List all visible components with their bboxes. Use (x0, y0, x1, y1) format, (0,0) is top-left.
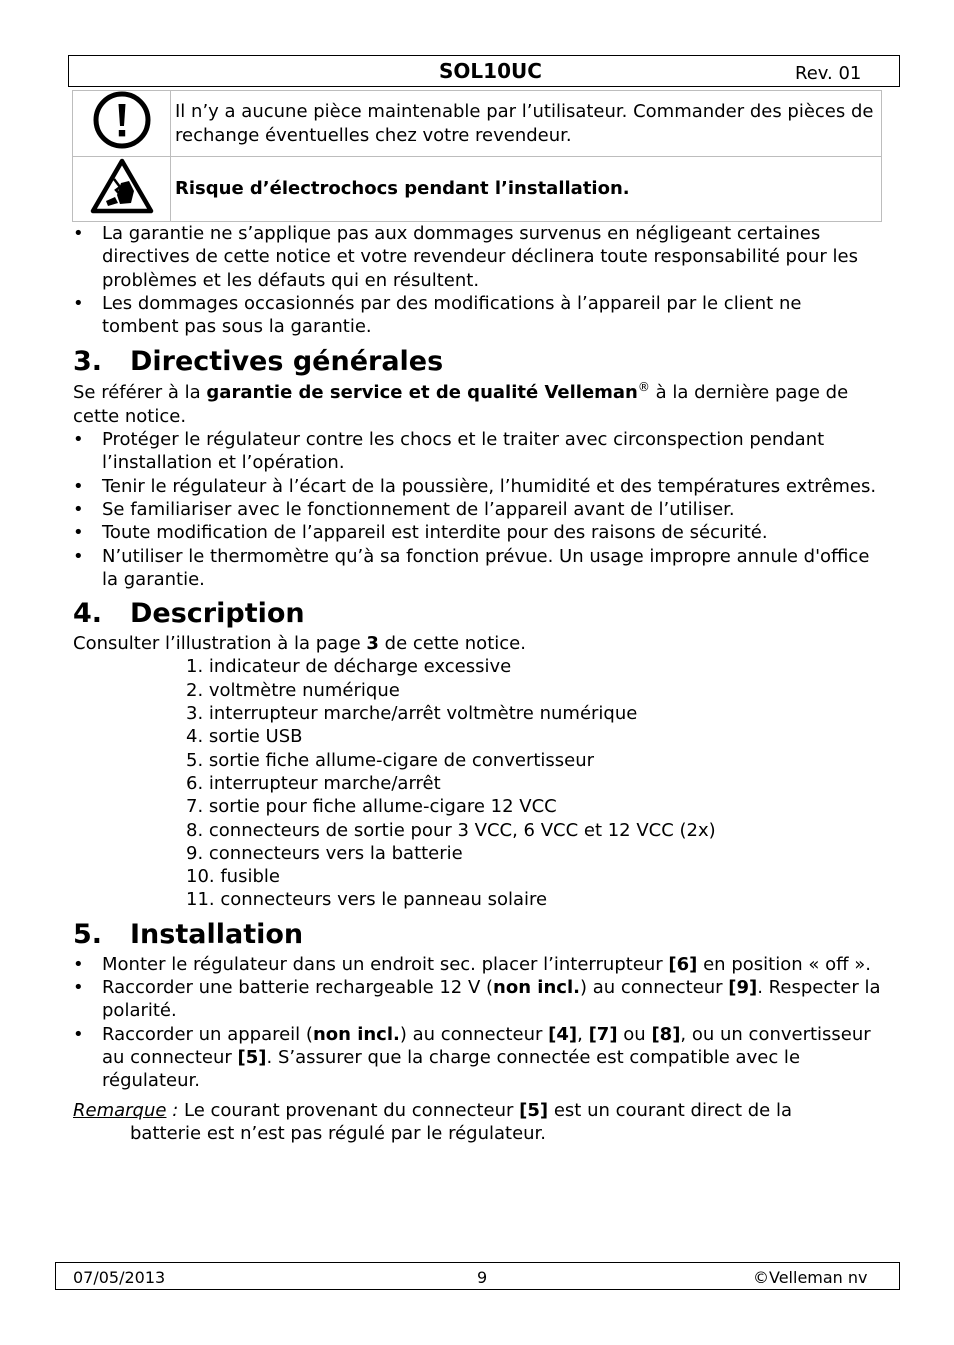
warning-icon-cell (73, 157, 171, 222)
installation-list (73, 953, 883, 1093)
warning-text: Il n’y a aucune pièce maintenable par l’utilisateur. Commander des pièces de rechange éventuelles chez votre revendeur. (171, 91, 882, 157)
note-colon: : (166, 1099, 179, 1121)
list-item: • Toute modification de l’appareil est interdite pour des raisons de sécurité. (73, 521, 883, 544)
warning-icon-cell (73, 91, 171, 157)
text-span: à la dernière page de cette notice. (73, 382, 849, 427)
text-span: Se référer à la (73, 382, 207, 404)
footer-copyright: ©Velleman nv (753, 1268, 868, 1287)
list-item (73, 976, 883, 1023)
connector-ref: [9] (728, 977, 758, 999)
section-heading (73, 346, 883, 378)
text-span: Monter le régulateur dans un endroit sec. placer l’interrupteur (102, 953, 669, 975)
bold-text: garantie de service et de qualité Velleman (206, 382, 638, 404)
list-item (73, 953, 883, 976)
list-item: 8. connecteurs de sortie pour 3 VCC, 6 VCC et 12 VCC (2x) (186, 819, 716, 841)
text-span: , (577, 1023, 589, 1045)
section-number: 4. (73, 598, 103, 630)
section-heading (73, 598, 883, 630)
page-header (68, 55, 900, 87)
list-item: • Protéger le régulateur contre les chocs et le traiter avec circonspection pendant l’installation et l’opération. (73, 428, 883, 475)
text-span: de cette notice. (378, 633, 526, 655)
section-intro (73, 381, 883, 428)
list-item: 5. sortie fiche allume-cigare de convertisseur (186, 749, 595, 771)
warning-row (73, 157, 882, 222)
section-heading (73, 919, 883, 951)
list-item: 4. sortie USB (186, 726, 303, 748)
text-span: , ou un convertisseur au connecteur (102, 1023, 871, 1068)
warning-table (72, 90, 882, 222)
list-item: 11. connecteurs vers le panneau solaire (186, 889, 548, 911)
list-item (73, 1023, 883, 1093)
text-span: Consulter l’illustration à la page (73, 633, 367, 655)
connector-ref: [8] (651, 1023, 681, 1045)
connector-ref: [7] (588, 1023, 618, 1045)
list-item: • La garantie ne s’applique pas aux dommages survenus en négligeant certaines directives de cette notice et votre revendeur déclinera toute responsabilité pour les problèmes et les défauts qui en résultent. (73, 222, 883, 292)
connector-ref: [5] (519, 1099, 549, 1121)
model-name: SOL10UC (439, 59, 542, 83)
guidelines-list (73, 428, 883, 591)
text-span: . S’assurer que la charge connectée est compatible avec le régulateur. (102, 1046, 801, 1092)
section-title: Description (130, 598, 305, 630)
page-content (73, 222, 883, 1145)
list-item: 2. voltmètre numérique (186, 679, 400, 701)
registered-mark: ® (637, 380, 650, 395)
warning-text: Risque d’électrochocs pendant l’installation. (171, 157, 882, 222)
text-span: ) au connecteur (579, 977, 729, 999)
warning-row (73, 91, 882, 157)
page-number: 9 (477, 1268, 488, 1287)
list-item: 6. interrupteur marche/arrêt (186, 772, 441, 794)
text-span: Le courant provenant du connecteur (178, 1099, 520, 1121)
list-item: • Les dommages occasionnés par des modifications à l’appareil par le client ne tombent pas sous la garantie. (73, 292, 883, 339)
connector-ref: [5] (237, 1046, 267, 1068)
list-item: • Se familiariser avec le fonctionnement de l’appareil avant de l’utiliser. (73, 498, 883, 521)
footer-date: 07/05/2013 (73, 1268, 166, 1287)
text-span: ou (617, 1023, 652, 1045)
section-number: 5. (73, 918, 103, 950)
installation-note (73, 1099, 883, 1122)
text-span: Raccorder un appareil ( (102, 1023, 313, 1045)
text-span: ) au connecteur (399, 1023, 549, 1045)
list-item: • Tenir le régulateur à l’écart de la poussière, l’humidité et des températures extrêmes. (73, 475, 883, 498)
list-item: 7. sortie pour fiche allume-cigare 12 VCC (186, 796, 557, 818)
section-number: 3. (73, 346, 103, 378)
connector-ref: [4] (548, 1023, 578, 1045)
bold-text: 3 (366, 633, 379, 655)
text-span: en position « off ». (697, 953, 871, 975)
revision: Rev. 01 (795, 63, 862, 84)
list-item: 9. connecteurs vers la batterie (186, 842, 463, 864)
list-item: 3. interrupteur marche/arrêt voltmètre numérique (186, 703, 638, 725)
description-list (73, 655, 883, 911)
installation-note-continued: batterie est n’est pas régulé par le régulateur. (130, 1122, 547, 1144)
exclamation-icon (90, 91, 154, 149)
list-item: 10. fusible (186, 866, 280, 888)
section-intro (73, 632, 883, 655)
list-item: 1. indicateur de décharge excessive (186, 656, 512, 678)
note-label: Remarque (73, 1099, 167, 1121)
page-footer (55, 1262, 900, 1290)
text-span: . Respecter la polarité. (102, 977, 881, 1022)
list-item: • N’utiliser le thermomètre qu’à sa fonction prévue. Un usage impropre annule d'office la garantie. (73, 545, 883, 592)
connector-ref: [6] (668, 953, 698, 975)
bold-text: non incl. (493, 977, 580, 999)
section-title: Installation (130, 918, 304, 950)
electric-shock-icon (90, 157, 154, 215)
section-title: Directives générales (130, 346, 444, 378)
text-span: Raccorder une batterie rechargeable 12 V ( (102, 977, 494, 999)
text-span: est un courant direct de la (548, 1099, 792, 1121)
bold-text: non incl. (312, 1023, 400, 1045)
intro-bullet-list (73, 222, 883, 338)
